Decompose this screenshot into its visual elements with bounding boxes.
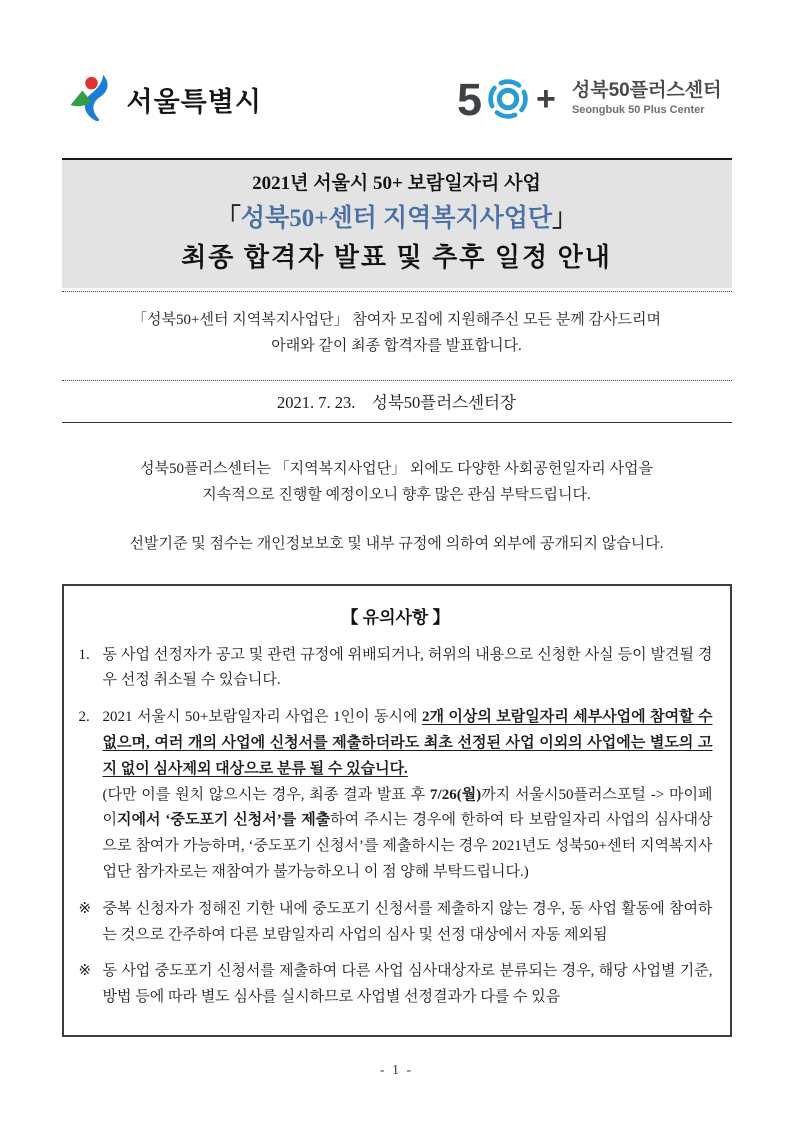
header-logo-row bbox=[62, 0, 732, 126]
logo-plus-glyph: + bbox=[536, 80, 556, 118]
notice-box bbox=[62, 584, 732, 1037]
center-name-korean: 성북50플러스센터 bbox=[571, 80, 722, 102]
title-bracket-close: 」 bbox=[552, 204, 578, 232]
date-band bbox=[62, 380, 732, 423]
notice-star-1-text: 중복 신청자가 정해진 기한 내에 중도포기 신청서를 제출하지 않는 경우, 동 사업 활동에 참여하는 것으로 간주하여 다른 보람일자리 사업의 심사 및 선정 대상에서 자동 제외됨 bbox=[102, 900, 713, 943]
date-and-signer: 2021. 7. 23. 성북50플러스센터장 bbox=[277, 392, 516, 412]
notice-star-item-1 bbox=[79, 897, 713, 949]
notice-star-2-marker: ※ bbox=[78, 963, 92, 980]
page-content bbox=[62, 0, 732, 1037]
notice-title: 【 유의사항 】 bbox=[341, 607, 450, 627]
notice-star-2-text: 동 사업 중도포기 신청서를 제출하여 다른 사업 심사대상자로 분류되는 경우, 해당 사업별 기준, 방법 등에 따라 별도 심사를 실시하므로 사업별 선정결과가 다를 수 있음 bbox=[102, 963, 713, 1006]
notice-item-1-text: 동 사업 선정자가 공고 및 관련 규정에 위배되거나, 허위의 내용으로 신청한 사실 등이 발견될 경우 선정 취소될 수 있습니다. bbox=[102, 646, 713, 689]
notice-item-2-note: (다만 이를 원치 않으시는 경우, 최종 결과 발표 후 7/26(월)까지 서울시50플러스포털 -> 마이페이지에서 ‘중도포기 신청서’를 제출하여 주시는 경우에 한하여 타 보람일자리 사업의 심사대상으로 참여가 가능하며, ‘중도포기 신청서’를 제출하시는 경우 2021년도 성북50+센터 지역복지사업단 참가자로는 재참여가 불가능하오니 이 점 양해 부탁드립니다.) bbox=[102, 786, 713, 880]
followup-line-1: 성북50플러스센터는 「지역복지사업단」 외에도 다양한 사회공헌일자리 사업을 bbox=[140, 460, 653, 477]
title-bracket-open: 「 bbox=[215, 204, 241, 232]
center-name-english: Seongbuk 50 Plus Center bbox=[571, 104, 705, 117]
notice-star-item-2 bbox=[79, 959, 713, 1011]
notice-item-2-marker: 2. bbox=[78, 709, 90, 726]
notice-item-1 bbox=[79, 643, 713, 695]
intro-line-2: 아래와 같이 최종 합격자를 발표합니다. bbox=[271, 337, 522, 354]
followup-paragraph bbox=[62, 456, 732, 509]
followup-line-2: 지속적으로 진행할 예정이오니 향후 많은 관심 부탁드립니다. bbox=[202, 487, 591, 504]
center-logo-names bbox=[572, 80, 722, 117]
seoul-city-logo-icon bbox=[68, 74, 120, 124]
notice-item-1-marker: 1. bbox=[78, 646, 90, 663]
seoul-city-logo bbox=[68, 74, 262, 124]
notice-star-1-marker: ※ bbox=[78, 900, 92, 917]
intro-paragraph bbox=[62, 308, 732, 360]
seoul-logo-text: 서울특별시 bbox=[126, 86, 262, 117]
intro-line-1: 「성북50+센터 지역복지사업단」 참여자 모집에 지원해주신 모든 분께 감사드리며 bbox=[132, 312, 661, 329]
page-number: - 1 - bbox=[379, 1063, 414, 1078]
title-box-bottom-rule bbox=[62, 291, 732, 292]
fifty-plus-circle-icon bbox=[486, 77, 530, 121]
page-title: 최종 합격자 발표 및 추후 일정 안내 bbox=[181, 243, 612, 273]
date-band-bottom-rule bbox=[62, 422, 732, 423]
title-program-name: 성북50+센터 지역복지사업단 bbox=[240, 204, 553, 232]
seongbuk-50plus-logo bbox=[456, 73, 722, 125]
notice-item-2 bbox=[79, 705, 713, 782]
title-program-line bbox=[62, 202, 732, 236]
notice-item-2-text: 2021 서울시 50+보람일자리 사업은 1인이 동시에 2개 이상의 보람일자리 세부사업에 참여할 수 없으며, 여러 개의 사업에 신청서를 제출하더라도 최초 선정된 사업 이외의 사업에는 별도의 고지 없이 심사제외 대상으로 분류 될 수 있습니다. bbox=[102, 709, 713, 777]
logo-five-glyph: 5 bbox=[456, 73, 483, 125]
privacy-paragraph: 선발기준 및 점수는 개인정보보호 및 내부 규정에 의하여 외부에 공개되지 않습니다. bbox=[129, 536, 664, 553]
title-box bbox=[62, 158, 732, 288]
title-program-year: 2021년 서울시 50+ 보람일자리 사업 bbox=[252, 173, 541, 194]
